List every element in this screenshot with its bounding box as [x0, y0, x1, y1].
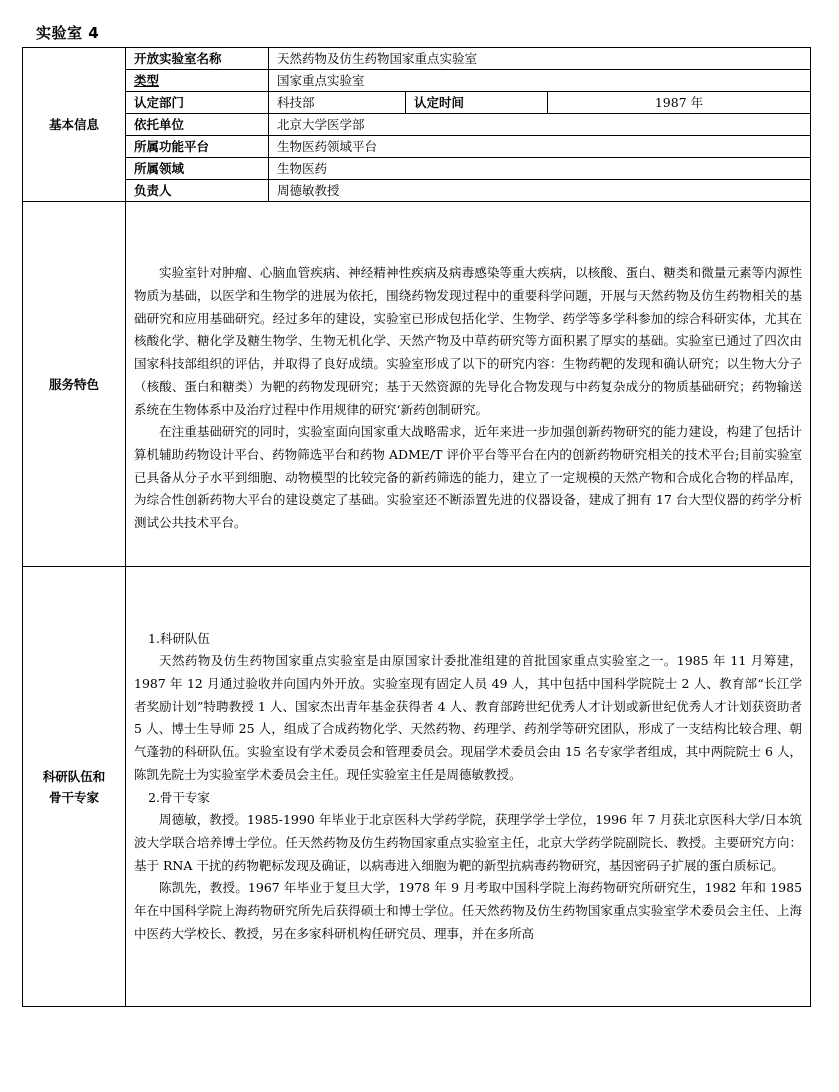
- value-type: 国家重点实验室: [269, 70, 811, 92]
- value-platform: 生物医药领域平台: [269, 136, 811, 158]
- lab-info-table: [22, 47, 811, 1007]
- value-head: 周德敏教授: [269, 180, 811, 202]
- research-paragraph-1: 天然药物及仿生药物国家重点实验室是由原国家计委批准组建的首批国家重点实验室之一。1985 年 11 月筹建，1987 年 12 月通过验收并向国内外开放。实验室现有固定人员 49 人，其中包括中国科学院院士 2 人、教育部“长江学者奖励计划”特聘教授 1 人、国家杰出青年基金获得者 4 人、教育部跨世纪优秀人才计划或新世纪优秀人才计划获资助者 5 人、博士生导师 25 人，组成了合成药物化学、天然药物、药理学、药剂学等研究团队，形成了一支结构比较合理、朝气蓬勃的科研队伍。实验室设有学术委员会和管理委员会。现届学术委员会由 15 名专家学者组成，其中两院院士 6 人，陈凯先院士为实验室学术委员会主任。现任实验室主任是周德敏教授。: [134, 653, 803, 782]
- service-paragraph-1: 实验室针对肿瘤、心脑血管疾病、神经精神性疾病及病毒感染等重大疾病，以核酸、蛋白、糖类和微量元素等内源性物质为基础，以医学和生物学的进展为依托，围绕药物发现过程中的重要科学问题，开展与天然药物及仿生药物相关的基础研究和应用基础研究。经过多年的建设，实验室已形成包括化学、生物学、药学等多学科参加的综合科研实体，尤其在核酸化学、糖化学及糖生物学、生物无机化学、天然产物及中草药研究等方面积累了厚实的基础。实验室已通过了四次由国家科技部组织的评估，并取得了良好成绩。实验室形成了以下的研究内容：生物药靶的发现和确认研究；以生物大分子（核酸、蛋白和糖类）为靶的药物发现研究；基于天然资源的先导化合物发现与中药复杂成分的物质基础研究；药物输送系统在生物体系中及治疗过程中作用规律的研究‘新药创制研究。: [134, 265, 803, 417]
- value-field: 生物医药: [269, 158, 811, 180]
- label-cert-time: 认定时间: [406, 92, 548, 114]
- research-paragraph-2: 周德敏，教授。1985-1990 年毕业于北京医科大学药学院，获理学学士学位，1996 年 7 月获北京医科大学/日本筑波大学联合培养博士学位。任天然药物及仿生药物国家重点实验室主任，北京大学药学院副院长、教授。主要研究方向：基于 RNA 干扰的药物靶标发现及确证，以病毒进入细胞为靶的新型抗病毒药物研究，基因密码子扩展的蛋白质标记。: [134, 812, 803, 873]
- value-cert-time: 1987 年: [548, 92, 811, 114]
- label-dept: 认定部门: [126, 92, 269, 114]
- row-dept: [23, 92, 811, 114]
- section-basic-info: 基本信息: [23, 48, 126, 202]
- row-head: [23, 180, 811, 202]
- section-research: [23, 567, 126, 1007]
- section-research-line1: 科研队伍和: [42, 768, 106, 784]
- label-field: 所属领域: [126, 158, 269, 180]
- section-service: 服务特色: [23, 202, 126, 567]
- row-service: [23, 202, 811, 567]
- page-title: 实验室 4: [36, 24, 100, 42]
- label-unit: 依托单位: [126, 114, 269, 136]
- service-paragraph-2: 在注重基础研究的同时，实验室面向国家重大战略需求，近年来进一步加强创新药物研究的能力建设，构建了包括计算机辅助药物设计平台、药物筛选平台和药物 ADME/T 评价平台等平台在内的创新药物研究相关的技术平台;目前实验室已具备从分子水平到细胞、动物模型的比较完备的新药筛选的能力，建立了一定规模的天然产物和合成化合物的样品库，为综合性创新药物大平台的建设奠定了基础。实验室还不断添置先进的仪器设备，建成了拥有 17 台大型仪器的药学分析测试公共技术平台。: [134, 424, 803, 531]
- label-type: 类型: [126, 70, 269, 92]
- row-lab-name: [23, 48, 811, 70]
- research-paragraph-3: 陈凯先，教授。1967 年毕业于复旦大学，1978 年 9 月考取中国科学院上海药物研究所研究生，1982 年和 1985 年在中国科学院上海药物研究所先后获得硕士和博士学位。任天然药物及仿生药物国家重点实验室学术委员会主任、上海中医药大学校长、教授，另在多家科研机构任研究员、理事，并在多所高: [134, 880, 803, 941]
- row-unit: [23, 114, 811, 136]
- row-type: [23, 70, 811, 92]
- service-content: [126, 202, 811, 567]
- label-head: 负责人: [126, 180, 269, 202]
- section-research-line2: 骨干专家: [48, 789, 99, 805]
- row-platform: [23, 136, 811, 158]
- value-unit: 北京大学医学部: [269, 114, 811, 136]
- row-field: [23, 158, 811, 180]
- research-content: [126, 567, 811, 1007]
- row-research: [23, 567, 811, 1007]
- label-lab-name: 开放实验室名称: [126, 48, 269, 70]
- label-platform: 所属功能平台: [126, 136, 269, 158]
- value-dept: 科技部: [269, 92, 406, 114]
- heading-research-team: 1.科研队伍: [148, 630, 210, 646]
- heading-key-experts: 2.骨干专家: [148, 789, 210, 805]
- value-lab-name: 天然药物及仿生药物国家重点实验室: [269, 48, 811, 70]
